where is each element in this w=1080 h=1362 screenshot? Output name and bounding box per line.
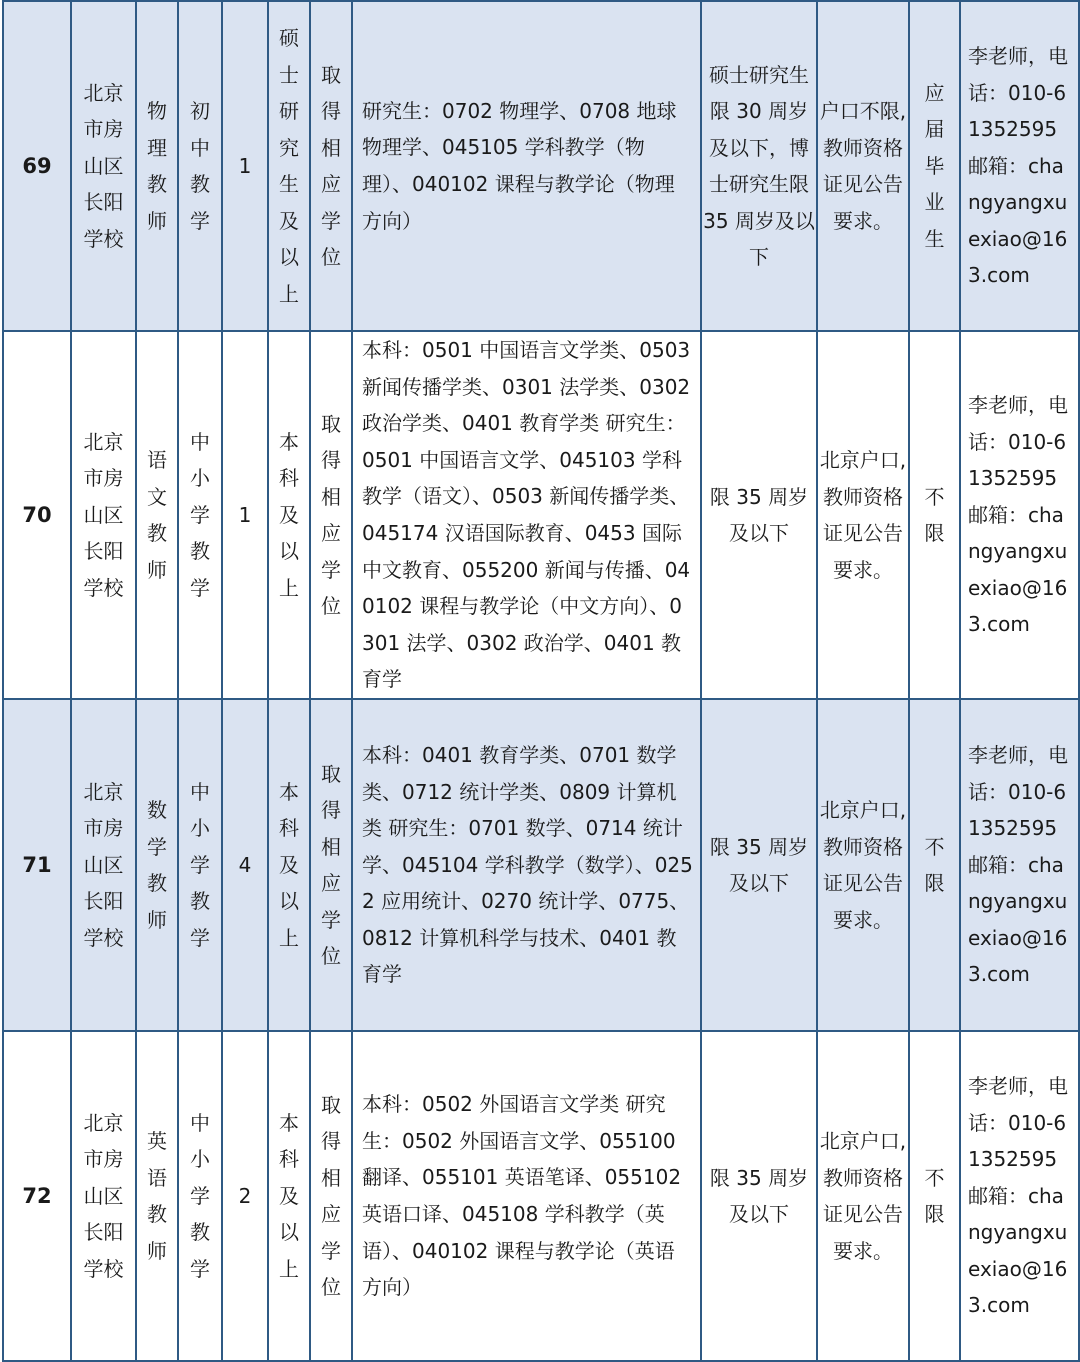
row-index: 69 [3, 1, 71, 331]
other-requirement: 户口不限,教师资格证见公告要求。 [817, 1, 909, 331]
age-requirement: 限 35 周岁及以下 [701, 699, 817, 1031]
hire-count: 2 [222, 1031, 268, 1361]
education-requirement: 本科及以上 [279, 1110, 299, 1281]
candidate-source: 不限 [924, 834, 945, 895]
contact-info: 李老师，电话：010-61352595 邮箱：changyangxuexiao@163.com [960, 1, 1079, 331]
school-cell [71, 1031, 136, 1361]
candidate-source: 不限 [924, 1165, 945, 1226]
row-index: 72 [3, 1031, 71, 1361]
school-name: 北京市房山区长阳学校 [83, 779, 124, 950]
position-name: 英语教师 [147, 1129, 167, 1263]
degree-cell [310, 331, 352, 699]
contact-info: 李老师，电话：010-61352595 邮箱：changyangxuexiao@163.com [960, 699, 1079, 1031]
school-cell [71, 699, 136, 1031]
age-requirement: 限 35 周岁及以下 [701, 331, 817, 699]
category-cell [178, 699, 222, 1031]
degree-requirement: 取得相应学位 [321, 411, 341, 618]
degree-cell [310, 1031, 352, 1361]
source-cell [909, 699, 960, 1031]
position-cell [136, 1031, 178, 1361]
school-name: 北京市房山区长阳学校 [83, 1110, 124, 1281]
contact-info: 李老师，电话：010-61352595 邮箱：changyangxuexiao@163.com [960, 331, 1079, 699]
school-name: 北京市房山区长阳学校 [83, 80, 124, 251]
age-requirement: 硕士研究生限 30 周岁及以下，博士研究生限 35 周岁及以下 [701, 1, 817, 331]
contact-info: 李老师，电话：010-61352595 邮箱：changyangxuexiao@163.com [960, 1031, 1079, 1361]
hire-count: 4 [222, 699, 268, 1031]
position-category: 初中教学 [190, 99, 210, 233]
school-cell [71, 331, 136, 699]
degree-cell [310, 1, 352, 331]
hire-count: 1 [222, 331, 268, 699]
source-cell [909, 1031, 960, 1361]
education-requirement: 硕士研究生及以上 [279, 26, 299, 306]
school-cell [71, 1, 136, 331]
category-cell [178, 331, 222, 699]
hire-count: 1 [222, 1, 268, 331]
education-cell [268, 1031, 310, 1361]
education-requirement: 本科及以上 [279, 429, 299, 600]
source-cell [909, 1, 960, 331]
education-cell [268, 331, 310, 699]
education-requirement: 本科及以上 [279, 779, 299, 950]
degree-requirement: 取得相应学位 [321, 761, 341, 968]
education-cell [268, 1, 310, 331]
row-index: 70 [3, 331, 71, 699]
other-requirement: 北京户口,教师资格证见公告要求。 [817, 331, 909, 699]
age-requirement: 限 35 周岁及以下 [701, 1031, 817, 1361]
major-requirement: 研究生：0702 物理学、0708 地球物理学、045105 学科教学（物理）、040102 课程与教学论（物理方向） [352, 1, 701, 331]
education-cell [268, 699, 310, 1031]
major-requirement: 本科：0401 教育学类、0701 数学类、0712 统计学类、0809 计算机类 研究生：0701 数学、0714 统计学、045104 学科教学（数学）、0252 应用统计、0270 统计学、0775、0812 计算机科学与技术、0401 教育学 [352, 699, 701, 1031]
candidate-source: 应届毕业生 [924, 80, 945, 251]
position-category: 中小学教学 [190, 429, 210, 600]
position-name: 物理教师 [147, 99, 167, 233]
row-index: 71 [3, 699, 71, 1031]
position-cell [136, 699, 178, 1031]
major-requirement: 本科：0501 中国语言文学类、0503 新闻传播学类、0301 法学类、0302 政治学类、0401 教育学类 研究生：0501 中国语言文学、045103 学科教学（语文）、0503 新闻传播学类、045174 汉语国际教育、0453 国际中文教育、055200 新闻与传播、040102 课程与教学论（中文方向）、0301 法学、0302 政治学、0401 教育学 [352, 331, 701, 699]
major-requirement: 本科：0502 外国语言文学类 研究生：0502 外国语言文学、055100 翻译、055101 英语笔译、055102 英语口译、045108 学科教学（英语）、040102 课程与教学论（英语方向） [352, 1031, 701, 1361]
table-row [3, 1, 1079, 331]
other-requirement: 北京户口,教师资格证见公告要求。 [817, 1031, 909, 1361]
table-row [3, 699, 1079, 1031]
table-row [3, 331, 1079, 699]
other-requirement: 北京户口,教师资格证见公告要求。 [817, 699, 909, 1031]
degree-requirement: 取得相应学位 [321, 1092, 341, 1299]
candidate-source: 不限 [924, 484, 945, 545]
position-name: 语文教师 [147, 448, 167, 582]
category-cell [178, 1, 222, 331]
position-name: 数学教师 [147, 798, 167, 932]
position-category: 中小学教学 [190, 779, 210, 950]
degree-cell [310, 699, 352, 1031]
position-category: 中小学教学 [190, 1110, 210, 1281]
category-cell [178, 1031, 222, 1361]
position-cell [136, 1, 178, 331]
position-cell [136, 331, 178, 699]
table-row [3, 1031, 1079, 1361]
degree-requirement: 取得相应学位 [321, 62, 341, 269]
source-cell [909, 331, 960, 699]
recruitment-table [2, 0, 1080, 1362]
school-name: 北京市房山区长阳学校 [83, 429, 124, 600]
